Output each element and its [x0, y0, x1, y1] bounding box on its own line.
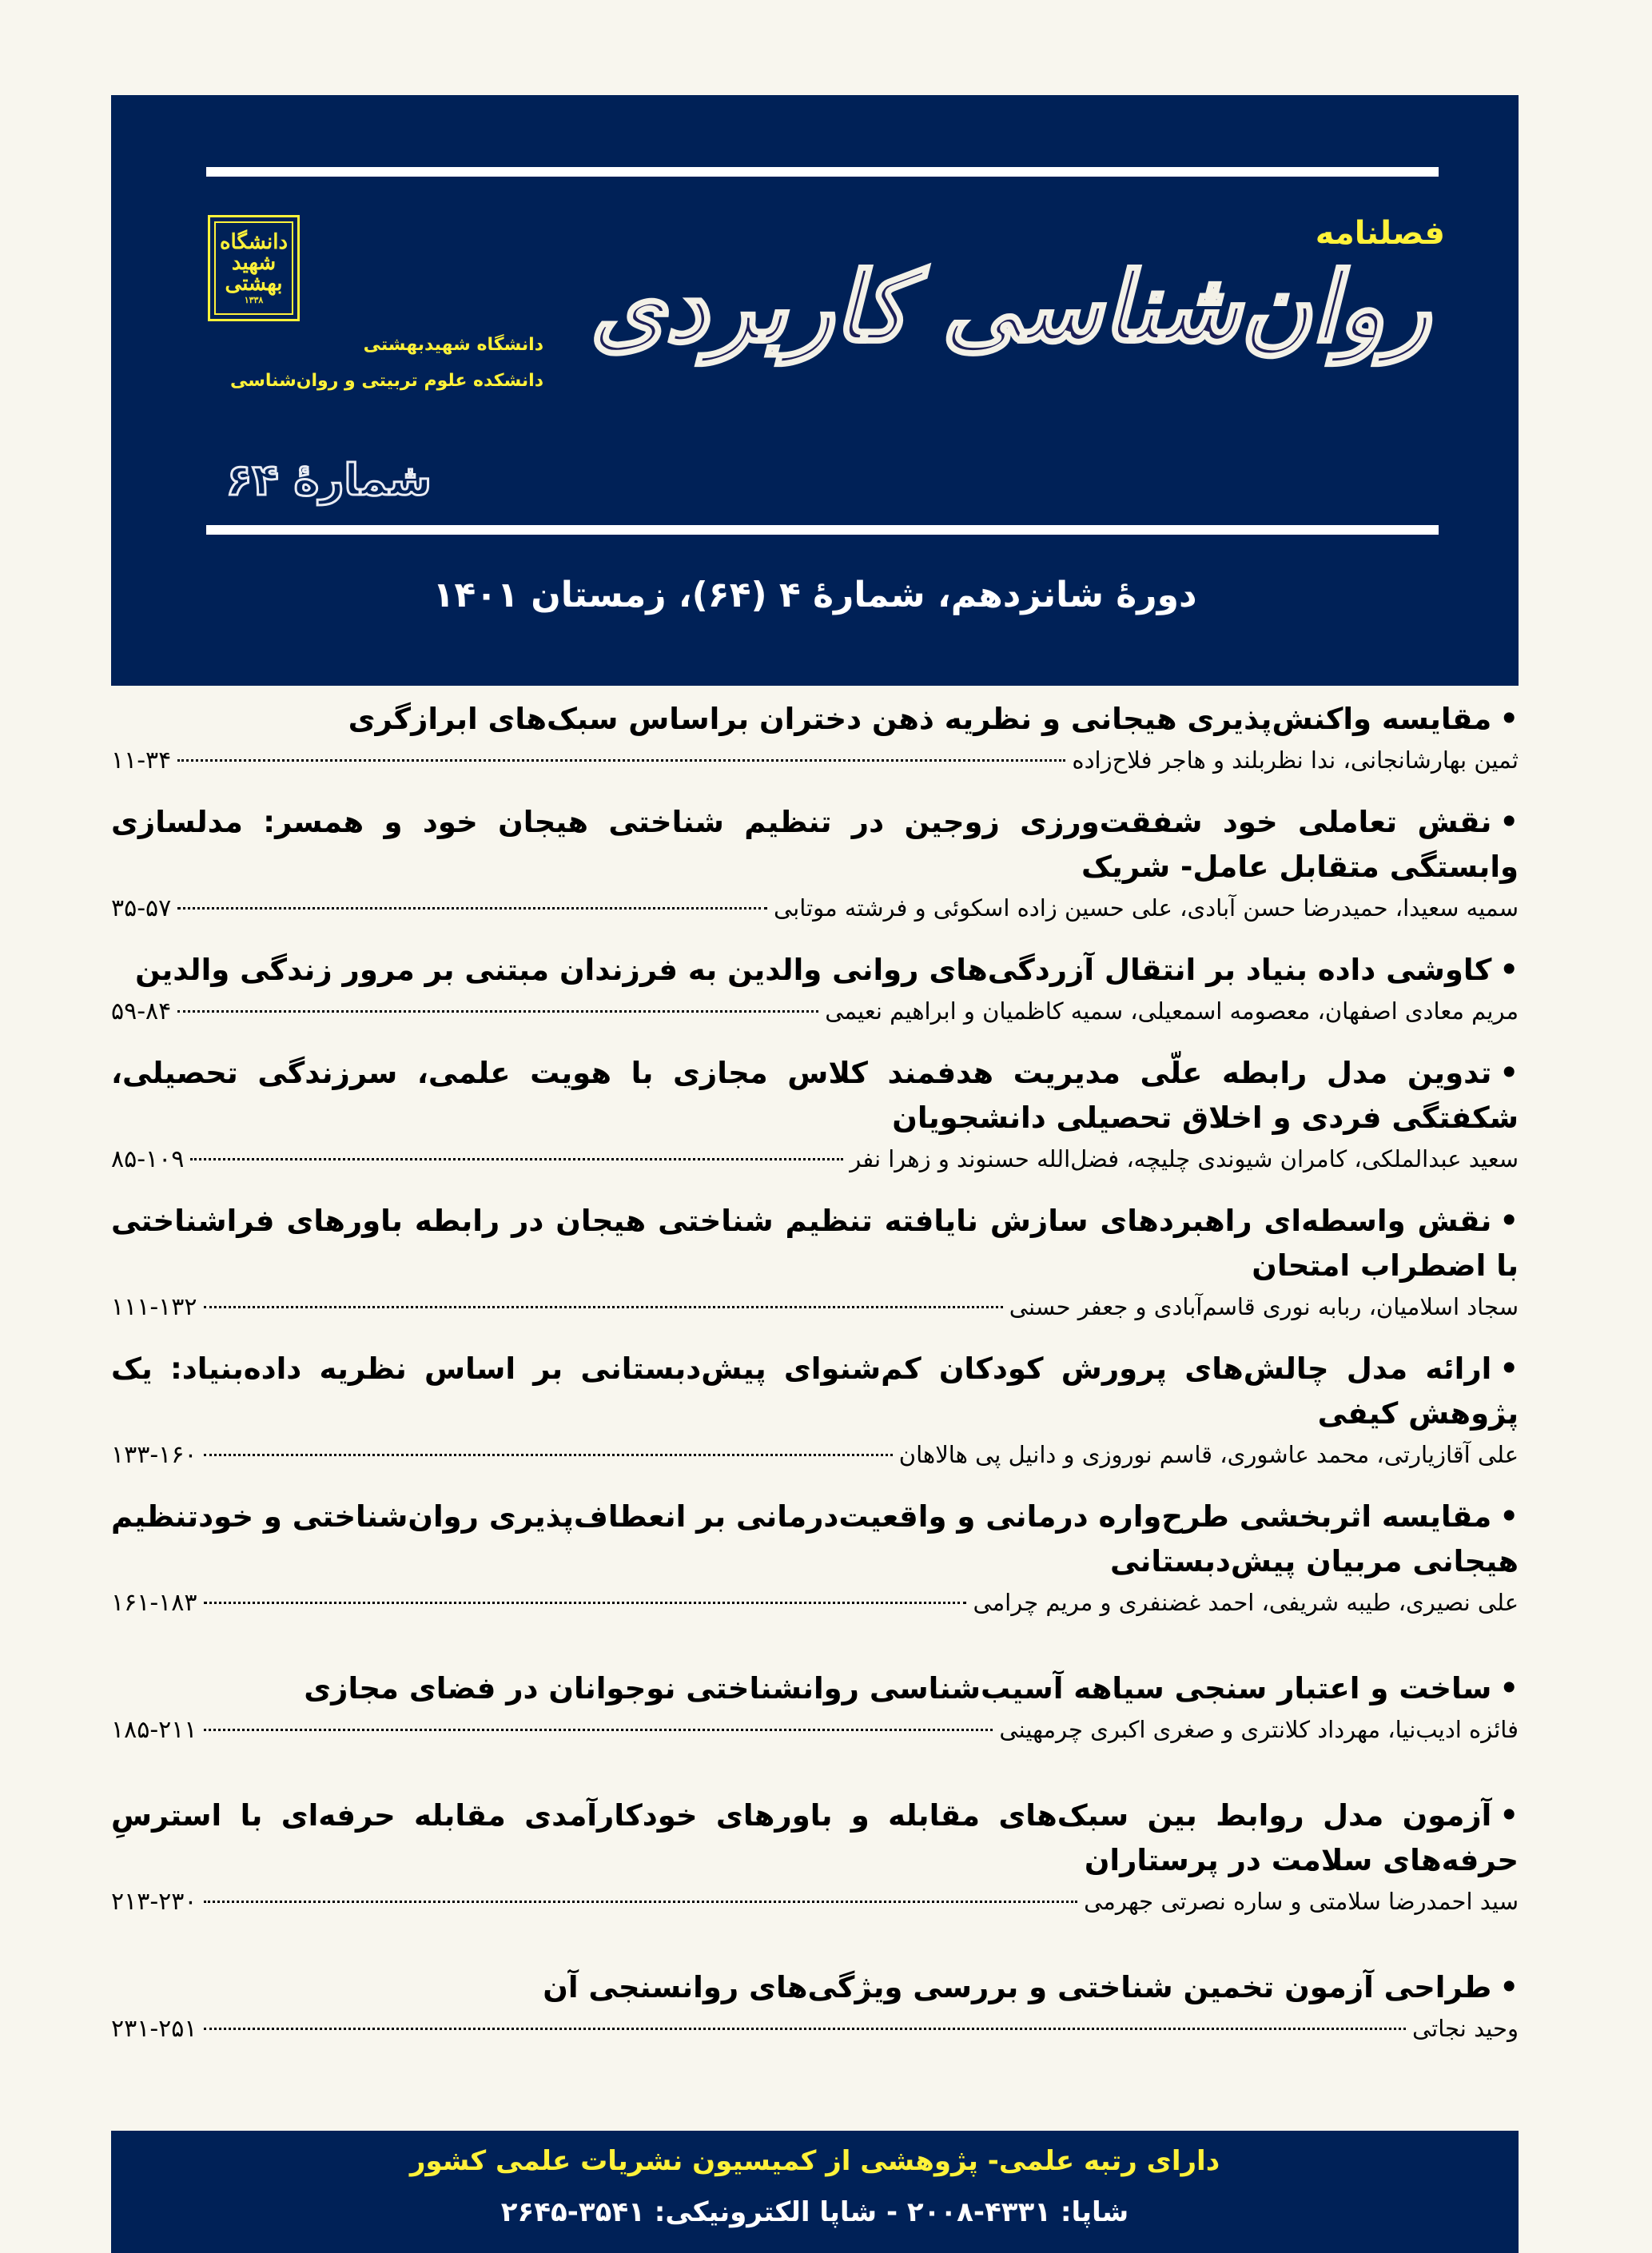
article-authors: وحید نجاتی: [1412, 2015, 1519, 2042]
article-title[interactable]: [111, 1666, 1519, 1711]
dot-leader: [204, 1306, 1003, 1308]
article-authors: فائزه ادیب‌نیا، مهرداد کلانتری و صغری اکبری چرمهینی: [999, 1716, 1519, 1743]
dot-leader: [204, 1454, 893, 1456]
page-range: ۲۳۱-۲۵۱: [111, 2015, 197, 2043]
author-line: [111, 993, 1519, 1030]
university-name: دانشگاه شهیدبهشتی: [363, 335, 543, 355]
volume-issue-line: دورهٔ شانزدهم، شمارهٔ ۴ (۶۴)، زمستان ۱۴۰۱: [432, 575, 1197, 615]
page-range: ۱۱۱-۱۳۲: [111, 1293, 197, 1321]
article-title-text: آزمون مدل روابط بین سبک‌های مقابله و باورهای خودکارآمدی مقابله حرفه‌ای با استرسِ حرفه‌های سلامت در پرستاران: [111, 1798, 1519, 1877]
toc-entry[interactable]: [111, 1666, 1519, 1749]
article-title[interactable]: [111, 1347, 1519, 1436]
bottom-rule: [206, 525, 1439, 535]
article-authors: سجاد اسلامیان، ربابه نوری قاسم‌آبادی و جعفر حسنی: [1009, 1293, 1519, 1320]
bullet-icon: •: [1499, 1671, 1519, 1706]
article-title-text: ارائه مدل چالش‌های پرورش کودکان کم‌شنوای پیش‌دبستانی بر اساس نظریه داده‌بنیاد: یک پژوهش کیفی: [111, 1351, 1519, 1431]
bullet-icon: •: [1499, 1351, 1519, 1386]
article-authors: سید احمدرضا سلامتی و ساره نصرتی جهرمی: [1084, 1888, 1519, 1915]
logo-text-line1: دانشگاه: [219, 230, 289, 254]
author-line: [111, 2010, 1519, 2048]
bullet-icon: •: [1499, 953, 1519, 987]
toc-entry[interactable]: [111, 1495, 1519, 1622]
toc-entry[interactable]: [111, 1051, 1519, 1178]
bullet-icon: •: [1499, 1204, 1519, 1238]
author-line: [111, 1883, 1519, 1921]
article-title-text: مقایسه واکنش‌پذیری هیجانی و نظریه ذهن دختران براساس سبک‌های ابرازگری: [348, 702, 1492, 736]
dot-leader: [177, 907, 767, 910]
page-range: ۱۶۱-۱۸۳: [111, 1589, 197, 1617]
article-title[interactable]: [111, 697, 1519, 742]
author-line: [111, 1288, 1519, 1326]
article-authors: مریم معادی اصفهان، معصومه اسمعیلی، سمیه کاظمیان و ابراهیم نعیمی: [825, 997, 1519, 1025]
article-title[interactable]: [111, 1965, 1519, 2010]
dot-leader: [177, 759, 1065, 762]
toc-entry[interactable]: [111, 1965, 1519, 2048]
page-range: ۵۹-۸۴: [111, 997, 172, 1025]
page-range: ۳۵-۵۷: [111, 894, 172, 922]
faculty-name: دانشکده علوم تربیتی و روان‌شناسی: [229, 371, 543, 391]
dot-leader: [177, 1010, 818, 1013]
article-authors: ثمین بهارشانجانی، ندا نظربلند و هاجر فلاح‌زاده: [1072, 746, 1519, 774]
author-line: [111, 1711, 1519, 1749]
article-title-text: کاوشی داده بنیاد بر انتقال آزردگی‌های روانی والدین به فرزندان مبتنی بر مرور زندگی والدین: [135, 953, 1492, 987]
page-range: ۲۱۳-۲۳۰: [111, 1888, 197, 1916]
page-range: ۱۳۳-۱۶۰: [111, 1441, 197, 1469]
page-range: ۱۱-۳۴: [111, 746, 172, 774]
issn-text: شاپا: ۴۳۳۱-۲۰۰۸ - شاپا الکترونیکی: ۳۵۴۱-۲۶۴۵: [500, 2196, 1129, 2228]
article-title[interactable]: [111, 800, 1519, 890]
dot-leader: [204, 2028, 1406, 2030]
bullet-icon: •: [1499, 1798, 1519, 1833]
author-line: [111, 742, 1519, 779]
article-title[interactable]: [111, 1495, 1519, 1584]
toc-entry[interactable]: [111, 800, 1519, 927]
author-line: [111, 1436, 1519, 1474]
page-range: ۸۵-۱۰۹: [111, 1145, 185, 1173]
quarterly-label: فصلنامه: [1315, 215, 1445, 252]
logo-year: ۱۳۳۸: [244, 295, 264, 305]
dot-leader: [204, 1901, 1078, 1903]
article-authors: علی نصیری، طیبه شریفی، احمد غضنفری و مریم چرامی: [973, 1589, 1519, 1616]
top-rule: [206, 167, 1439, 177]
article-title[interactable]: [111, 948, 1519, 993]
article-title-text: نقش تعاملی خود شفقت‌ورزی زوجین در تنظیم شناختی هیجان خود و همسر: مدلسازی وابستگی متقابل عامل- شریک: [111, 805, 1519, 884]
bullet-icon: •: [1499, 1970, 1519, 2004]
logo-text-line3: بهشتی: [225, 272, 283, 296]
article-authors: علی آقازیارتی، محمد عاشوری، قاسم نوروزی و دانیل پی هالاهان: [898, 1441, 1519, 1468]
toc-entry[interactable]: [111, 1199, 1519, 1326]
author-line: [111, 1140, 1519, 1178]
toc-entry[interactable]: [111, 948, 1519, 1030]
article-title-text: ساخت و اعتبار سنجی سیاهه آسیب‌شناسی روانشناختی نوجوانان در فضای مجازی: [304, 1671, 1492, 1706]
bullet-icon: •: [1499, 805, 1519, 839]
logo-text-line2: شهید: [231, 251, 277, 275]
dot-leader: [204, 1602, 967, 1604]
table-of-contents: [111, 697, 1519, 2048]
accreditation-text: دارای رتبه علمی- پژوهشی از کمیسیون نشریات علمی کشور: [409, 2145, 1220, 2177]
article-authors: سعید عبدالملکی، کامران شیوندی چلیچه، فضل‌الله حسنوند و زهرا نفر: [850, 1145, 1519, 1172]
dot-leader: [190, 1158, 843, 1160]
author-line: [111, 1584, 1519, 1622]
bullet-icon: •: [1499, 702, 1519, 736]
bullet-icon: •: [1499, 1499, 1519, 1534]
article-title-text: تدوین مدل رابطه علّی مدیریت هدفمند کلاس مجازی با هویت علمی، سرزندگی تحصیلی، شکفتگی فردی و اخلاق تحصیلی دانشجویان: [111, 1056, 1519, 1135]
article-title[interactable]: [111, 1793, 1519, 1883]
issue-number-badge: شمارهٔ ۶۴: [225, 455, 432, 505]
page-range: ۱۸۵-۲۱۱: [111, 1716, 197, 1744]
cover-header: [111, 95, 1519, 686]
toc-entry[interactable]: [111, 697, 1519, 779]
cover-footer: [111, 2131, 1519, 2253]
toc-entry[interactable]: [111, 1347, 1519, 1474]
article-title-text: طراحی آزمون تخمین شناختی و بررسی ویژگی‌های روانسنجی آن: [543, 1970, 1492, 2004]
article-authors: سمیه سعیدا، حمیدرضا حسن آبادی، علی حسین زاده اسکوئی و فرشته موتابی: [774, 894, 1519, 922]
dot-leader: [204, 1729, 993, 1731]
journal-title: روان‌شناسی کاربردی: [590, 251, 1431, 364]
author-line: [111, 890, 1519, 927]
article-title-text: نقش واسطه‌ای راهبردهای سازش نایافته تنظیم شناختی هیجان در رابطه باورهای فراشناختی با اضطراب امتحان: [111, 1204, 1519, 1283]
article-title[interactable]: [111, 1051, 1519, 1140]
bullet-icon: •: [1499, 1056, 1519, 1090]
toc-entry[interactable]: [111, 1793, 1519, 1921]
university-logo: [208, 215, 300, 321]
article-title[interactable]: [111, 1199, 1519, 1288]
article-title-text: مقایسه اثربخشی طرح‌واره درمانی و واقعیت‌درمانی بر انعطاف‌پذیری روان‌شناختی و خودتنظیم هیجانی مربیان پیش‌دبستانی: [111, 1499, 1519, 1578]
